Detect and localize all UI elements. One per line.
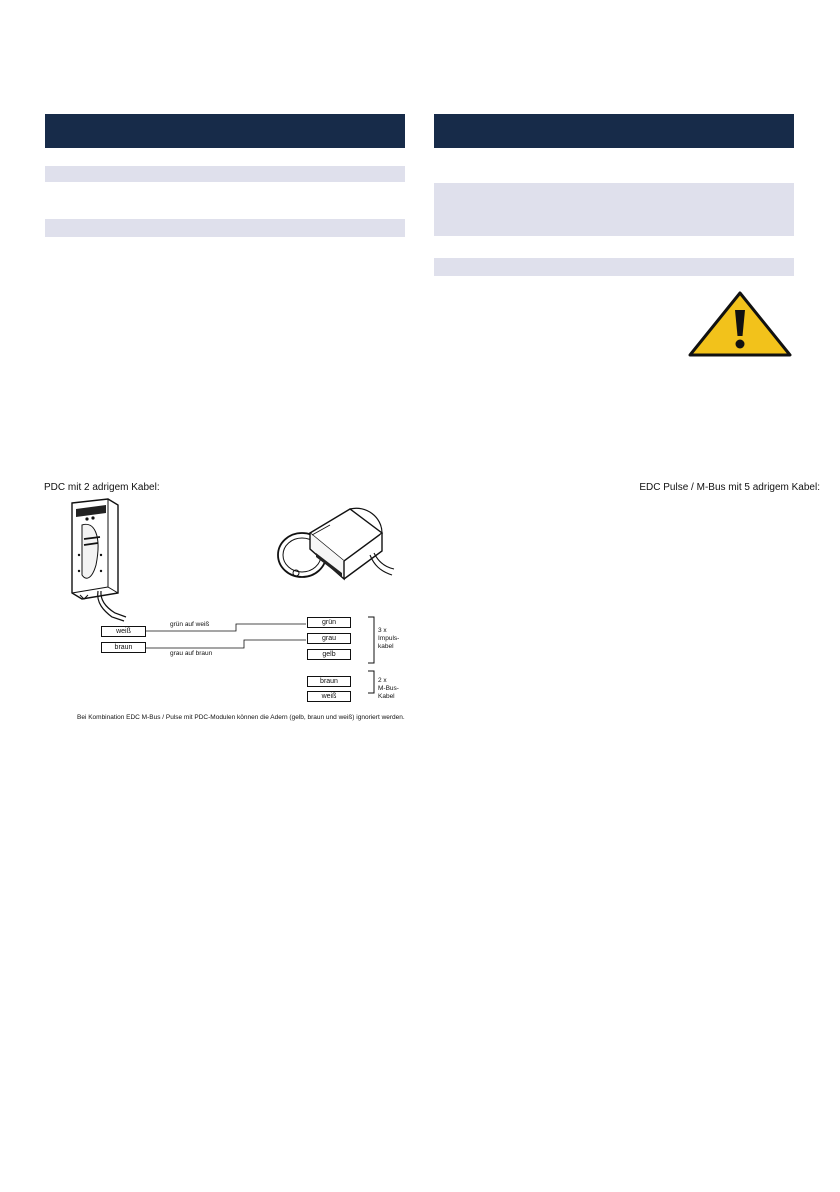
warning-icon bbox=[686, 290, 794, 358]
impulse-group-label: 3 x Impuls- kabel bbox=[378, 627, 400, 650]
pdc-wire-brown: braun bbox=[101, 642, 146, 653]
connection-label-green-white: grün auf weiß bbox=[170, 621, 210, 628]
edc-wire-brown: braun bbox=[307, 676, 351, 687]
pdc-wire-white: weiß bbox=[101, 626, 146, 637]
mbus-group-label: 2 x M-Bus- Kabel bbox=[378, 677, 399, 700]
figure-left-title: PDC mit 2 adrigem Kabel: bbox=[44, 482, 160, 493]
right-section-bar-2 bbox=[434, 258, 794, 276]
right-section-bar-1 bbox=[434, 183, 794, 236]
left-section-bar-2 bbox=[45, 219, 405, 237]
figure-right-title: EDC Pulse / M-Bus mit 5 adrigem Kabel: bbox=[639, 482, 820, 493]
left-column-header bbox=[45, 114, 405, 148]
pdc-device-icon bbox=[60, 495, 140, 625]
edc-wire-grey: grau bbox=[307, 633, 351, 644]
edc-wire-yellow: gelb bbox=[307, 649, 351, 660]
connection-label-grey-brown: grau auf braun bbox=[170, 650, 213, 657]
left-section-bar-1 bbox=[45, 166, 405, 182]
figure-footnote: Bei Kombination EDC M-Bus / Pulse mit PDC-Modulen können die Adern (gelb, braun und weiß) ignoriert werden. bbox=[77, 714, 405, 721]
edc-device-icon bbox=[270, 495, 400, 590]
edc-wire-white: weiß bbox=[307, 691, 351, 702]
edc-wire-green: grün bbox=[307, 617, 351, 628]
right-column-header bbox=[434, 114, 794, 148]
